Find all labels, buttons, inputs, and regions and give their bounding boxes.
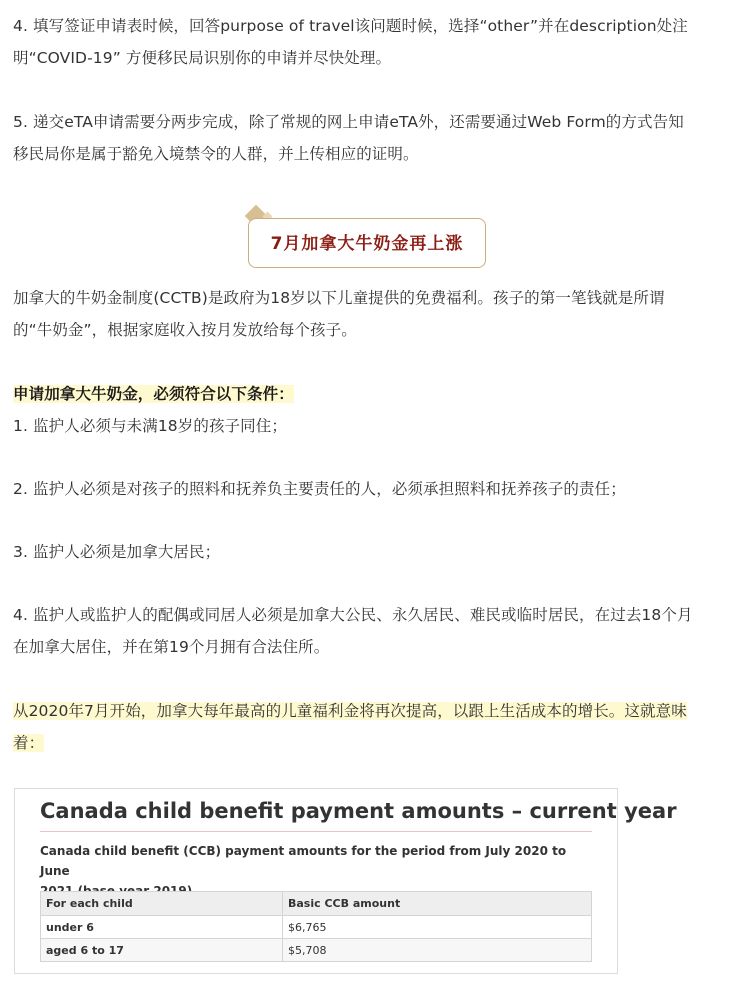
benefit-card-subtitle-line-1: Canada child benefit (CCB) payment amounts for the period from July 2020 to June	[40, 844, 567, 878]
condition-3	[13, 536, 727, 568]
summary-paragraph	[13, 695, 727, 759]
condition-4-line-1: 4. 监护人或监护人的配偶或同居人必须是加拿大公民、永久居民、难民或临时居民，在过去18个月	[13, 606, 693, 624]
benefit-card-title: Canada child benefit payment amounts – current year	[40, 799, 677, 823]
step-5-paragraph	[13, 106, 727, 170]
condition-2-text: 2. 监护人必须是对孩子的照料和抚养负主要责任的人，必须承担照料和抚养孩子的责任；	[13, 480, 626, 498]
table-row	[41, 916, 592, 939]
conditions-title: 申请加拿大牛奶金，必须符合以下条件：	[13, 385, 294, 403]
column-header-child: For each child	[41, 892, 283, 916]
column-header-amount: Basic CCB amount	[283, 892, 592, 916]
summary-line-2: 着：	[13, 734, 45, 752]
benefit-amounts-table	[40, 891, 592, 962]
benefit-card-divider	[40, 831, 592, 832]
intro-line-1: 加拿大的牛奶金制度(CCTB)是政府为18岁以下儿童提供的免费福利。孩子的第一笔钱就是所谓	[13, 289, 665, 307]
table-header-row	[41, 892, 592, 916]
row-group: under 6	[41, 916, 283, 939]
condition-3-text: 3. 监护人必须是加拿大居民；	[13, 543, 221, 561]
conditions-title-row	[13, 378, 727, 410]
intro-paragraph	[13, 282, 727, 346]
step-5-line-2: 移民局你是属于豁免入境禁令的人群，并上传相应的证明。	[13, 145, 419, 163]
section-heading: 7月加拿大牛奶金再上涨	[270, 234, 464, 254]
condition-4-line-2: 在加拿大居住，并在第19个月拥有合法住所。	[13, 638, 330, 656]
condition-1	[13, 410, 727, 442]
row-amount: $5,708	[283, 939, 592, 962]
row-amount: $6,765	[283, 916, 592, 939]
step-4-paragraph	[13, 10, 727, 74]
step-5-line-1: 5. 递交eTA申请需要分两步完成，除了常规的网上申请eTA外，还需要通过Web Form的方式告知	[13, 113, 684, 131]
row-group: aged 6 to 17	[41, 939, 283, 962]
step-4-line-1: 4. 填写签证申请表时候，回答purpose of travel该问题时候，选择“other”并在description处注	[13, 17, 688, 35]
summary-line-1: 从2020年7月开始，加拿大每年最高的儿童福利金将再次提高，以跟上生活成本的增长。这就意味	[13, 702, 687, 720]
intro-line-2: 的“牛奶金”，根据家庭收入按月发放给每个孩子。	[13, 321, 357, 339]
table-row	[41, 939, 592, 962]
condition-4	[13, 599, 727, 663]
benefit-amounts-card	[14, 788, 677, 974]
section-heading-box	[248, 218, 486, 268]
condition-2	[13, 473, 727, 505]
condition-1-text: 1. 监护人必须与未满18岁的孩子同住；	[13, 417, 287, 435]
step-4-line-2: 明“COVID-19” 方便移民局识别你的申请并尽快处理。	[13, 49, 392, 67]
